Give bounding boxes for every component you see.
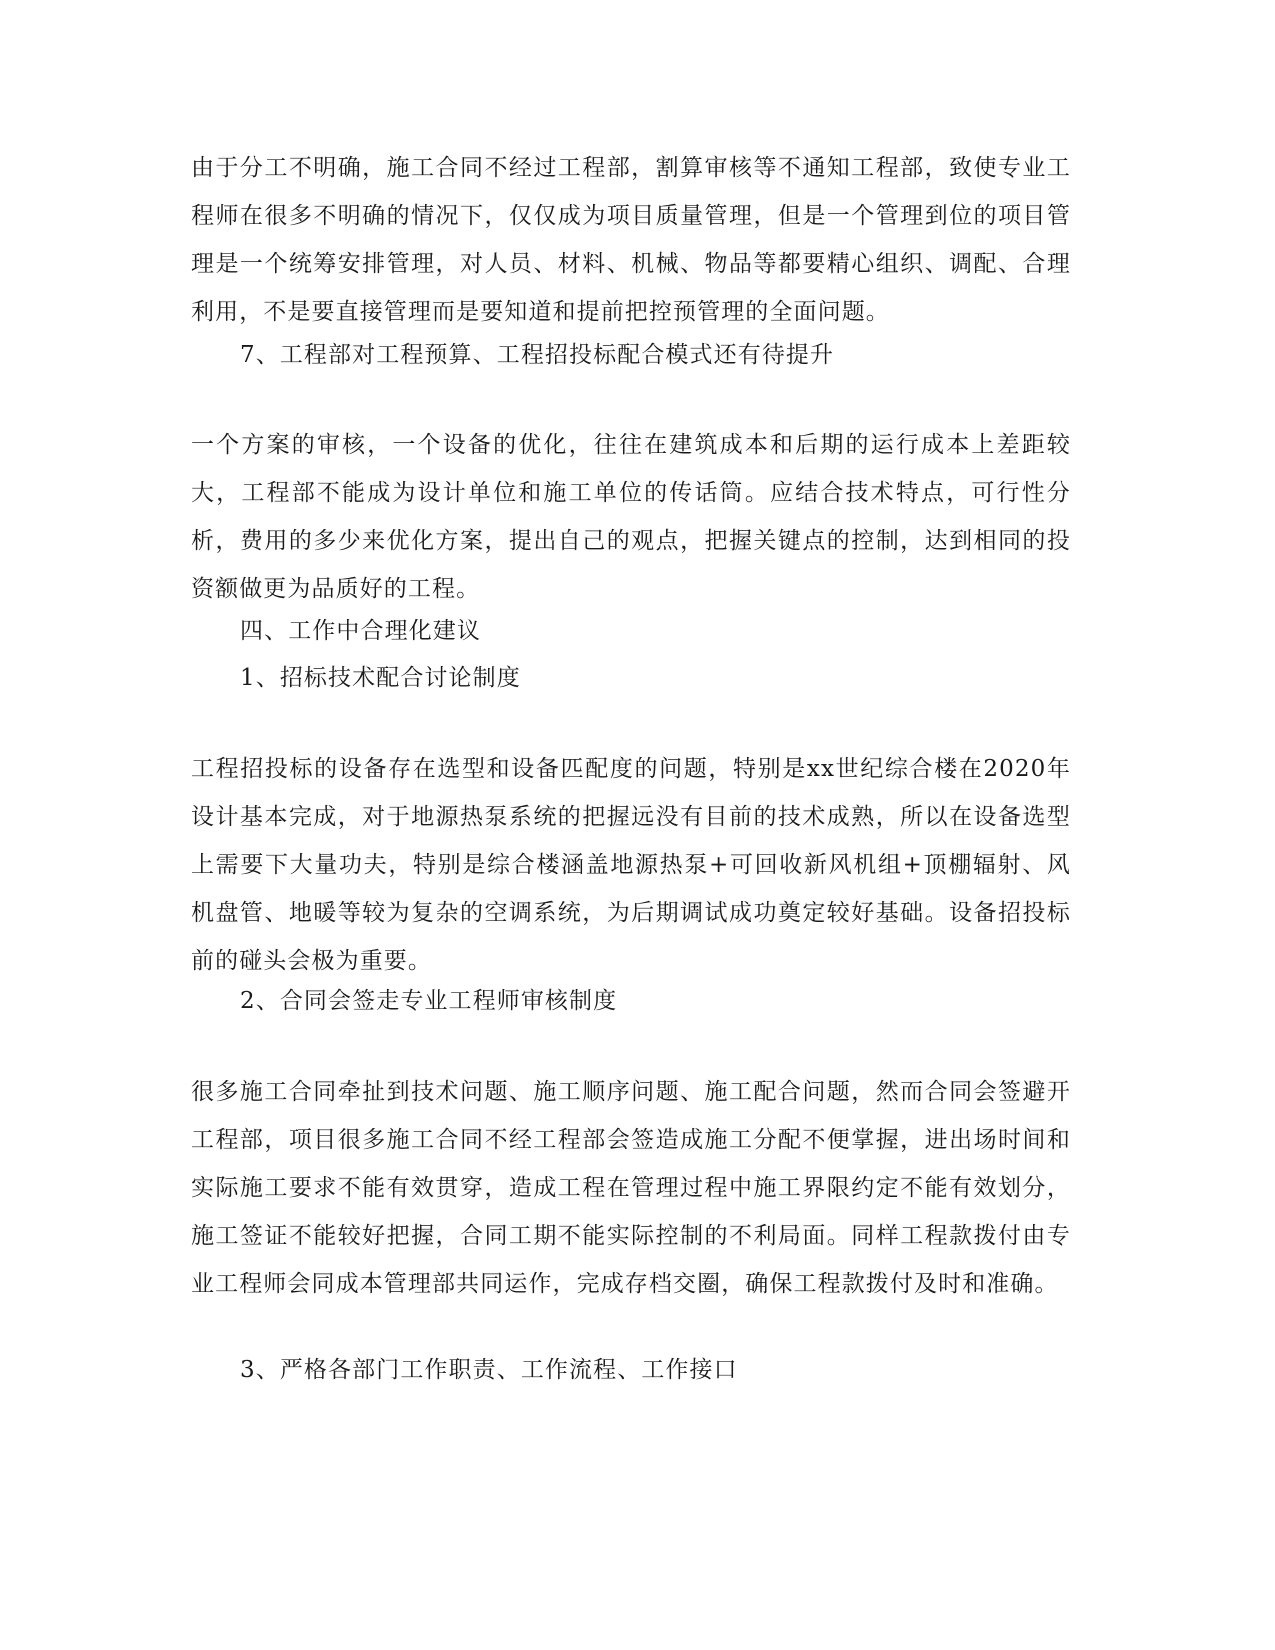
body-paragraph-3 [191,745,1071,985]
heading-item-7: 7、工程部对工程预算、工程招投标配合模式还有待提升 [240,342,835,368]
section-heading-4: 四、工作中合理化建议 [240,618,481,644]
heading-item-3: 3、严格各部门工作职责、工作流程、工作接口 [240,1357,738,1383]
heading-item-2: 2、合同会签走专业工程师审核制度 [240,988,618,1014]
body-paragraph-2 [191,421,1071,613]
paragraph-text: 由于分工不明确，施工合同不经过工程部，割算审核等不通知工程部，致使专业工程师在很多不明确的情况下，仅仅成为项目质量管理，但是一个管理到位的项目管理是一个统筹安排管理，对人员、材料、机械、物品等都要精心组织、调配、合理利用，不是要直接管理而是要知道和提前把控预管理的全面问题。 [191,155,1071,325]
paragraph-text: 很多施工合同牵扯到技术问题、施工顺序问题、施工配合问题，然而合同会签避开工程部，项目很多施工合同不经工程部会签造成施工分配不便掌握，进出场时间和实际施工要求不能有效贯穿，造成工程在管理过程中施工界限约定不能有效划分，施工签证不能较好把握，合同工期不能实际控制的不利局面。同样工程款拨付由专业工程师会同成本管理部共同运作，完成存档交圈，确保工程款拨付及时和准确。 [191,1079,1071,1297]
heading-item-1: 1、招标技术配合讨论制度 [240,665,521,691]
body-paragraph-4 [191,1068,1071,1308]
paragraph-text: 一个方案的审核，一个设备的优化，往往在建筑成本和后期的运行成本上差距较大，工程部不能成为设计单位和施工单位的传话筒。应结合技术特点，可行性分析，费用的多少来优化方案，提出自己的观点，把握关键点的控制，达到相同的投资额做更为品质好的工程。 [191,432,1071,602]
body-paragraph-1 [191,144,1071,336]
paragraph-text: 工程招投标的设备存在选型和设备匹配度的问题，特别是xx世纪综合楼在2020年设计基本完成，对于地源热泵系统的把握远没有目前的技术成熟，所以在设备选型上需要下大量功夫，特别是综合楼涵盖地源热泵+可回收新风机组+顶棚辐射、风机盘管、地暖等较为复杂的空调系统，为后期调试成功奠定较好基础。设备招投标前的碰头会极为重要。 [191,756,1071,974]
